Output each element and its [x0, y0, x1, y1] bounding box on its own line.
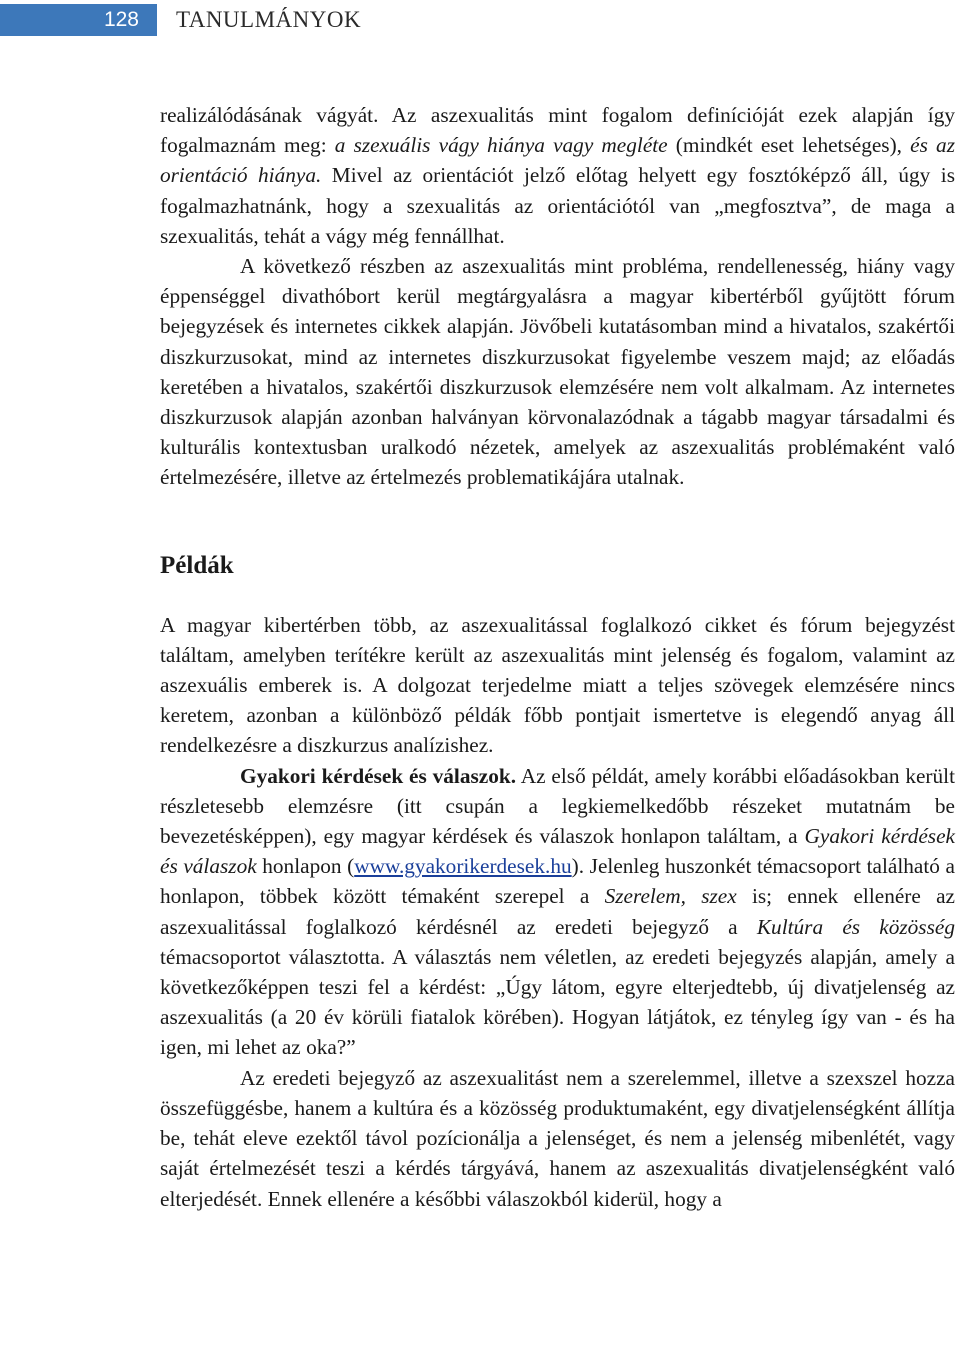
- paragraph-2: A következő részben az aszexualitás mint probléma, rendellenesség, hiány vagy éppenséggel divathóbort kerül megtárgyalásra a magyar kibertérből gyűjtött fórum bejegyzések és internetes cikkek alapján. Jövőbeli kutatásomban mind a hivatalos, szakértői diszkurzusokat, mind az internetes diszkurzusokat figyelembe veszem majd; az előadás keretében a hivatalos, szakértői diszkurzusok elemzésére nem volt alkalmam. Az internetes diszkurzusok alapján azonban halványan körvonalazódnak a tágabb magyar társadalmi és kulturális kontextusban uralkodó nézetek, amelyek az aszexualitás problémaként való értelmezésére, illetve az értelmezés problematikájára utalnak.: [160, 254, 955, 490]
- emphasis: és az orientáció hiánya.: [160, 133, 955, 188]
- paragraph-1: [160, 100, 955, 251]
- website-link[interactable]: www.gyakorikerdesek.hu: [354, 854, 572, 879]
- text-run: Mivel az orientációt jelző előtag helyett egy fosztóképző áll, úgy is fogalmazhatnánk, hogy a szexualitás az orientációtól van „megfosztva”, de maga a szexualitás, tehát a vágy még fennállhat.: [160, 163, 955, 248]
- text-run: témacsoportot választotta. A választás nem véletlen, az eredeti bejegyzés alapján, amely a következőképpen teszi fel a kérdést: „Úgy látom, egyre elterjedtebb, új divatjelenség az aszexualitás (a 20 év körüli fiatalok körében). Hogyan látjátok, ez tényleg így van - és ha igen, mi lehet az oka?”: [160, 944, 955, 1060]
- text-run: honlapon (: [256, 854, 355, 879]
- text-run: (mindkét eset lehetséges),: [667, 133, 911, 158]
- page-header: [0, 0, 960, 40]
- text-run: ). Jelenleg huszonkét témacsoport található a honlapon, többek között témaként szerepel a: [160, 854, 955, 909]
- paragraph-3: A magyar kibertérben több, az aszexualitással foglalkozó cikket és fórum bejegyzést találtam, amelyben terítékre került az aszexualitás mint jelenség és fogalom, valamint az aszexuális emberek is. A dolgozat terjedelme miatt a teljes szövegek elemzésére nincs keretem, azonban a különböző példák főbb pontjait ismertetve is elegendő anyag áll rendelkezésre a diszkurzus analízishez.: [160, 612, 955, 758]
- run-in-heading: Gyakori kérdések és válaszok.: [240, 763, 517, 788]
- article-body: [160, 100, 955, 1214]
- emphasis: Kultúra és közösség: [756, 914, 955, 939]
- text-run: Az első példát, amely korábbi előadásokban került részletesebb elemzésre (itt csupán a legkiemelkedőbb részeket mutatnám be bevezetésképpen), egy magyar kérdések és válaszok honlapon találtam, a: [160, 763, 955, 849]
- emphasis: Szerelem, szex: [604, 884, 737, 909]
- paragraph-4: [160, 761, 955, 1063]
- paragraph-5: Az eredeti bejegyző az aszexualitást nem a szerelemmel, illetve a szexszel hozza összefüggésbe, hanem a kultúra és a közösség produktumaként, egy divatjelenségként állítja be, tehát eleve ezektől távol pozícionálja a jelenséget, és nem a jelenség mibenlétét, vagy saját értelmezését teszi a kérdés tárgyává, hanem az aszexualitás divatjelenségként való elterjedését. Ennek ellenére a későbbi válaszokból kiderül, hogy a: [160, 1065, 955, 1211]
- section-heading: Példák: [160, 551, 234, 579]
- emphasis: Gyakori kérdések és válaszok: [160, 824, 955, 879]
- text-run: is; ennek ellenére az aszexualitással foglalkozó kérdésnél az eredeti bejegyző a: [160, 884, 955, 939]
- text-run: realizálódásának vágyát. Az aszexualitás mint fogalom definícióját ezek alapján így fogalmaznám meg:: [160, 103, 955, 158]
- page-number: 128: [0, 4, 157, 36]
- running-title: TANULMÁNYOK: [176, 7, 362, 32]
- emphasis: a szexuális vágy hiánya vagy megléte: [334, 133, 668, 158]
